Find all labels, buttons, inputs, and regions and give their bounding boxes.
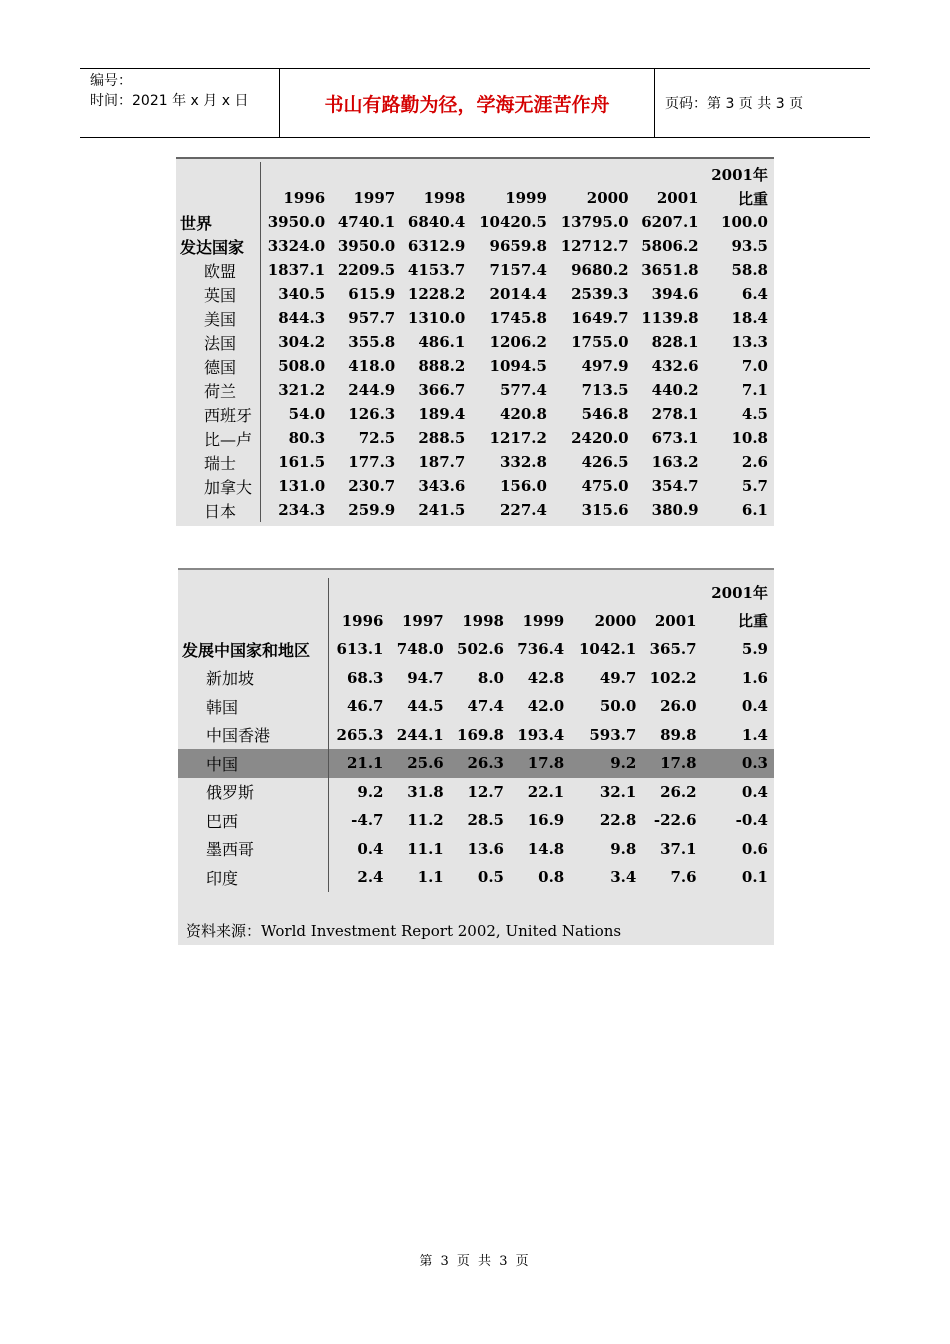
table-cell: 102.2 (649, 668, 697, 687)
table-cell: 58.8 (731, 261, 768, 279)
row-label: 中国 (178, 749, 329, 778)
table-cell: 1745.8 (489, 309, 547, 327)
table-cell: 177.3 (348, 453, 396, 471)
table-cell: -4.7 (351, 811, 384, 830)
table-cell: 394.6 (651, 285, 699, 303)
table-cell: 440.2 (651, 381, 699, 399)
table-cell: 161.5 (278, 453, 326, 471)
table-cell: 21.1 (329, 749, 390, 778)
table-cell: 26.0 (660, 697, 697, 716)
table-cell: 227.4 (499, 501, 547, 519)
table-cell: 2.6 (741, 453, 768, 471)
table-cell: 9659.8 (489, 237, 547, 255)
table-cell: 3950.0 (267, 213, 326, 231)
table-cell: 9.8 (610, 839, 637, 858)
table-cell: 26.2 (660, 782, 697, 801)
table-cell: 9.2 (570, 749, 642, 778)
year-header: 2001 (656, 189, 699, 207)
table-cell: 2.4 (357, 868, 384, 887)
table-cell: 1206.2 (489, 333, 547, 351)
table-cell: 366.7 (418, 381, 466, 399)
header-blank-cell (390, 578, 450, 607)
table-row (178, 692, 774, 721)
table-cell: 304.2 (278, 333, 326, 351)
table-cell: 502.6 (457, 640, 504, 659)
table-cell: 80.3 (288, 429, 326, 447)
row-label: 墨西哥 (178, 835, 329, 864)
fdi-table-developing (178, 568, 774, 945)
row-label: 新加坡 (178, 664, 329, 693)
row-label: 加拿大 (176, 474, 261, 498)
table-cell: 1094.5 (489, 357, 547, 375)
header-info (80, 69, 280, 137)
table-cell: 343.6 (418, 477, 466, 495)
table-cell: 3950.0 (337, 237, 396, 255)
table-cell: 355.8 (348, 333, 396, 351)
table-cell: 7157.4 (489, 261, 547, 279)
table-cell: 321.2 (278, 381, 326, 399)
row-label: 俄罗斯 (178, 778, 329, 807)
table-cell: 93.5 (731, 237, 768, 255)
header-blank-cell (176, 162, 261, 186)
table-row (176, 258, 774, 282)
header-blank-cell (553, 162, 635, 186)
table-cell: 365.7 (649, 640, 697, 659)
table-cell: 828.1 (651, 333, 699, 351)
row-label: 西班牙 (176, 402, 261, 426)
table-cell: 2539.3 (571, 285, 629, 303)
fdi-table-developed (176, 157, 774, 526)
table-cell: 259.9 (348, 501, 396, 519)
table-cell: 736.4 (517, 640, 565, 659)
table-cell: 13795.0 (560, 213, 629, 231)
source-note: 资料来源：World Investment Report 2002, United Nations (186, 922, 622, 940)
table-cell: 47.4 (467, 697, 504, 716)
header-row-top (176, 162, 774, 186)
number-label: 编号： (90, 73, 132, 89)
table-cell: 37.1 (660, 839, 697, 858)
table-cell: 4740.1 (337, 213, 396, 231)
table-cell: 4.5 (741, 405, 768, 423)
table-cell: 94.7 (407, 668, 444, 687)
table-row (178, 749, 774, 778)
table-cell: 546.8 (581, 405, 629, 423)
year-header: 1998 (423, 189, 466, 207)
table-cell: 426.5 (581, 453, 629, 471)
table-cell: 126.3 (348, 405, 396, 423)
table-cell: 244.9 (348, 381, 396, 399)
table-cell: 16.9 (527, 811, 565, 830)
header-weight-top: 2001年 (711, 165, 768, 184)
table-developed-countries (176, 162, 774, 522)
table-cell: 234.3 (278, 501, 326, 519)
table-cell: 14.8 (527, 839, 565, 858)
row-label: 发达国家 (176, 234, 261, 258)
year-header: 2000 (586, 189, 629, 207)
table-row (176, 498, 774, 522)
table-cell: -0.4 (735, 811, 768, 830)
table-cell: 0.1 (741, 868, 768, 887)
table-cell: 0.5 (477, 868, 504, 887)
table-row (176, 474, 774, 498)
table-cell: 5.7 (741, 477, 768, 495)
table-row (176, 378, 774, 402)
header-blank-cell (471, 162, 553, 186)
table-cell: 6840.4 (407, 213, 466, 231)
table-cell: 3324.0 (267, 237, 326, 255)
table-cell: 278.1 (651, 405, 699, 423)
row-label: 法国 (176, 330, 261, 354)
table-cell: 11.2 (407, 811, 444, 830)
row-label: 日本 (176, 498, 261, 522)
table-cell: 332.8 (499, 453, 547, 471)
table-cell: 42.8 (527, 668, 565, 687)
table-row (178, 835, 774, 864)
row-label: 世界 (176, 210, 261, 234)
table-cell: 10420.5 (479, 213, 547, 231)
table-cell: 187.7 (418, 453, 466, 471)
row-label: 印度 (178, 863, 329, 892)
table-cell: 0.3 (703, 749, 774, 778)
table-cell: 0.4 (357, 839, 384, 858)
table-cell: 288.5 (418, 429, 466, 447)
table-cell: 613.1 (336, 640, 384, 659)
header-row-years (178, 607, 774, 636)
table-cell: 22.8 (599, 811, 637, 830)
table-cell: 100.0 (721, 213, 768, 231)
year-header: 2000 (594, 611, 637, 630)
year-header: 1996 (341, 611, 384, 630)
table-row (176, 210, 774, 234)
table-cell: 1755.0 (571, 333, 629, 351)
header-weight-bottom: 比重 (737, 612, 768, 631)
table-cell: 50.0 (599, 697, 637, 716)
table-cell: 169.8 (457, 725, 504, 744)
year-header: 1997 (402, 611, 444, 630)
table-developing-countries (178, 578, 774, 892)
table-cell: 25.6 (390, 749, 450, 778)
header-blank-cell (178, 578, 329, 607)
table-cell: 5806.2 (641, 237, 699, 255)
table-cell: 42.0 (527, 697, 565, 716)
table-row (176, 306, 774, 330)
table-cell: 28.5 (467, 811, 504, 830)
table-cell: 0.4 (741, 782, 768, 801)
table-cell: 593.7 (589, 725, 637, 744)
table-cell: 68.3 (346, 668, 384, 687)
table-cell: 9.2 (357, 782, 384, 801)
header-blank-cell (329, 578, 390, 607)
row-label: 中国香港 (178, 721, 329, 750)
header-blank-cell (635, 162, 705, 186)
table-cell: 957.7 (348, 309, 396, 327)
table-cell: 32.1 (599, 782, 637, 801)
table-row (176, 354, 774, 378)
row-label: 巴西 (178, 806, 329, 835)
table-cell: 12.7 (467, 782, 504, 801)
table-cell: 244.1 (396, 725, 444, 744)
table-cell: 7.6 (670, 868, 697, 887)
table-cell: 486.1 (418, 333, 466, 351)
header-blank-cell (642, 578, 702, 607)
header-blank-cell (450, 578, 510, 607)
table-cell: 673.1 (651, 429, 699, 447)
header-blank-cell (570, 578, 642, 607)
row-label: 欧盟 (176, 258, 261, 282)
header-blank-cell (176, 186, 261, 210)
table-row (178, 635, 774, 664)
table-cell: 189.4 (418, 405, 466, 423)
table-cell: 2209.5 (337, 261, 396, 279)
table-cell: 49.7 (599, 668, 637, 687)
table-cell: 418.0 (348, 357, 396, 375)
table-cell: 1837.1 (267, 261, 326, 279)
table-cell: 9680.2 (571, 261, 629, 279)
table-cell: -22.6 (653, 811, 697, 830)
table-cell: 888.2 (418, 357, 466, 375)
table-cell: 6.4 (741, 285, 768, 303)
table-cell: 131.0 (278, 477, 326, 495)
header-page-label: 页码：第 3 页 共 3 页 (665, 96, 804, 112)
year-header: 2001 (654, 611, 697, 630)
table-cell: 748.0 (396, 640, 444, 659)
header-blank-cell (510, 578, 570, 607)
table-cell: 508.0 (278, 357, 326, 375)
table-cell: 12712.7 (560, 237, 629, 255)
page-footer: 第 3 页 共 3 页 (419, 1254, 531, 1269)
table-cell: 7.0 (741, 357, 768, 375)
table-cell: 2420.0 (571, 429, 629, 447)
table-cell: 577.4 (499, 381, 547, 399)
table-row (176, 450, 774, 474)
table-cell: 475.0 (581, 477, 629, 495)
table-cell: 1.6 (741, 668, 768, 687)
table-cell: 1649.7 (571, 309, 629, 327)
table-cell: 713.5 (581, 381, 629, 399)
table-cell: 3651.8 (641, 261, 699, 279)
year-header: 1998 (462, 611, 504, 630)
table-cell: 17.8 (510, 749, 570, 778)
table-cell: 156.0 (499, 477, 547, 495)
table-cell: 3.4 (610, 868, 637, 887)
year-header: 1996 (283, 189, 326, 207)
table-cell: 0.8 (538, 868, 565, 887)
table-cell: 44.5 (407, 697, 444, 716)
table-cell: 844.3 (278, 309, 326, 327)
table-cell: 6312.9 (407, 237, 466, 255)
table-cell: 11.1 (407, 839, 444, 858)
table-cell: 265.3 (336, 725, 384, 744)
table-cell: 1042.1 (578, 640, 637, 659)
table-row (178, 664, 774, 693)
table-cell: 8.0 (477, 668, 504, 687)
table-cell: 54.0 (288, 405, 326, 423)
table-cell: 13.3 (731, 333, 768, 351)
table-cell: 1.4 (741, 725, 768, 744)
table-cell: 6207.1 (641, 213, 699, 231)
table-cell: 315.6 (581, 501, 629, 519)
row-label: 美国 (176, 306, 261, 330)
table-cell: 193.4 (517, 725, 565, 744)
table-cell: 10.8 (731, 429, 768, 447)
table-cell: 17.8 (642, 749, 702, 778)
time-label: 时间：2021 年 x 月 x 日 (90, 93, 249, 109)
header-blank-cell (261, 162, 332, 186)
table-cell: 432.6 (651, 357, 699, 375)
table-row (176, 330, 774, 354)
table-row (178, 806, 774, 835)
table-cell: 13.6 (467, 839, 504, 858)
table-cell: 22.1 (527, 782, 565, 801)
page-header (80, 68, 870, 138)
table-cell: 354.7 (651, 477, 699, 495)
row-label: 发展中国家和地区 (178, 635, 329, 664)
table-cell: 1228.2 (407, 285, 466, 303)
row-label: 韩国 (178, 692, 329, 721)
table-cell: 7.1 (741, 381, 768, 399)
table-cell: 26.3 (450, 749, 510, 778)
header-blank-cell (178, 607, 329, 636)
row-label: 英国 (176, 282, 261, 306)
table-cell: 0.4 (741, 697, 768, 716)
header-blank-cell (331, 162, 401, 186)
header-weight-top: 2001年 (711, 583, 768, 602)
table-cell: 89.8 (660, 725, 697, 744)
table-cell: 0.6 (741, 839, 768, 858)
table-row (176, 282, 774, 306)
table-cell: 380.9 (651, 501, 699, 519)
row-label: 比—卢 (176, 426, 261, 450)
table-cell: 1310.0 (407, 309, 466, 327)
table-cell: 241.5 (418, 501, 466, 519)
year-header: 1999 (505, 189, 547, 207)
table-cell: 46.7 (346, 697, 384, 716)
table-cell: 420.8 (499, 405, 547, 423)
table-cell: 163.2 (651, 453, 699, 471)
table-cell: 72.5 (358, 429, 396, 447)
table-cell: 615.9 (348, 285, 396, 303)
header-blank-cell (401, 162, 471, 186)
table-cell: 497.9 (581, 357, 629, 375)
row-label: 荷兰 (176, 378, 261, 402)
table-cell: 2014.4 (489, 285, 547, 303)
table-cell: 230.7 (348, 477, 396, 495)
year-header: 1999 (522, 611, 565, 630)
header-weight-bottom: 比重 (737, 189, 768, 208)
table-cell: 340.5 (278, 285, 326, 303)
header-row-top (178, 578, 774, 607)
table-row (178, 863, 774, 892)
table-row (176, 234, 774, 258)
row-label: 瑞士 (176, 450, 261, 474)
table-cell: 6.1 (741, 501, 768, 519)
table-cell: 1217.2 (489, 429, 547, 447)
header-motto: 书山有路勤为径，学海无涯苦作舟 (280, 69, 655, 137)
table-row (178, 721, 774, 750)
table-row (176, 426, 774, 450)
table-cell: 1.1 (417, 868, 444, 887)
table-row (176, 402, 774, 426)
table-cell: 4153.7 (407, 261, 466, 279)
year-header: 1997 (353, 189, 396, 207)
table-cell: 18.4 (731, 309, 768, 327)
table-cell: 5.9 (741, 640, 768, 659)
table-cell: 1139.8 (641, 309, 699, 327)
row-label: 德国 (176, 354, 261, 378)
header-row-years (176, 186, 774, 210)
table-row (178, 778, 774, 807)
table-cell: 31.8 (407, 782, 444, 801)
